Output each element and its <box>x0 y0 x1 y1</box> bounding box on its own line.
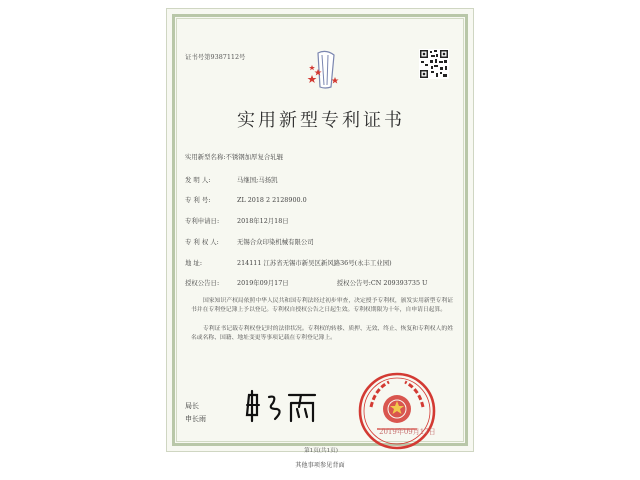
field-value: 不锈钢加厚复合轧辊 <box>225 153 284 161</box>
field-grant-date <box>185 278 427 287</box>
certificate-title: 实用新型专利证书 <box>237 110 405 131</box>
field-label: 地 址: <box>185 259 202 267</box>
field-label: 授权公告号: <box>336 279 371 287</box>
field-label: 发 明 人: <box>185 176 211 184</box>
field-label: 专 利 号: <box>185 196 211 204</box>
stamp-date: 2019年09月17日 <box>379 428 436 436</box>
field-label: 专利申请日: <box>185 217 220 225</box>
field-address <box>185 258 392 267</box>
official-red-seal <box>357 371 437 451</box>
qr-code <box>419 49 449 79</box>
cnipa-emblem-logo <box>304 47 346 93</box>
field-patent-number <box>185 195 307 204</box>
field-value: 2018年12月18日 <box>237 217 289 225</box>
field-inventors <box>185 175 278 184</box>
field-value: 2019年09月17日 <box>237 279 289 287</box>
director-label: 局长 <box>185 402 199 410</box>
field-value: ZL 2018 2 2128900.0 <box>237 196 307 204</box>
field-value: 无锡合众印染机械有限公司 <box>237 238 314 246</box>
field-value: 马继国;马扬凯 <box>237 176 278 184</box>
page-number: 第1页(共1页) <box>304 448 338 454</box>
field-label: 专 利 权 人: <box>185 238 219 246</box>
director-signature <box>243 387 321 425</box>
field-application-date <box>185 216 289 225</box>
field-value: CN 209393735 U <box>370 279 428 287</box>
certificate-number: 证书号第9387112号 <box>185 53 246 61</box>
director-name-label: 申长雨 <box>185 415 206 423</box>
field-patentee <box>185 237 314 246</box>
certificate-paragraph-2: 专利证书记载专利权登记时的法律状况。专利权的转移、质押、无效、终止、恢复和专利权人的姓名或名称、国籍、地址变更等事项记载在专利登记簿上。 <box>191 326 453 342</box>
certificate-paragraph-1: 国家知识产权局依照中华人民共和国专利法经过初步审查，决定授予专利权，颁发实用新型专利证书并在专利登记簿上予以登记。专利权自授权公告之日起生效。专利权期限为十年，自申请日起算。 <box>191 298 453 314</box>
field-value: 214111 江苏省无锡市新吴区新风路36号(永丰工业园) <box>237 259 392 267</box>
field-utility-model-name <box>185 152 283 161</box>
field-label: 实用新型名称: <box>185 153 226 161</box>
patent-certificate <box>166 8 474 452</box>
field-label: 授权公告日: <box>185 279 220 287</box>
footer-note: 其他事项参见背面 <box>295 462 345 469</box>
